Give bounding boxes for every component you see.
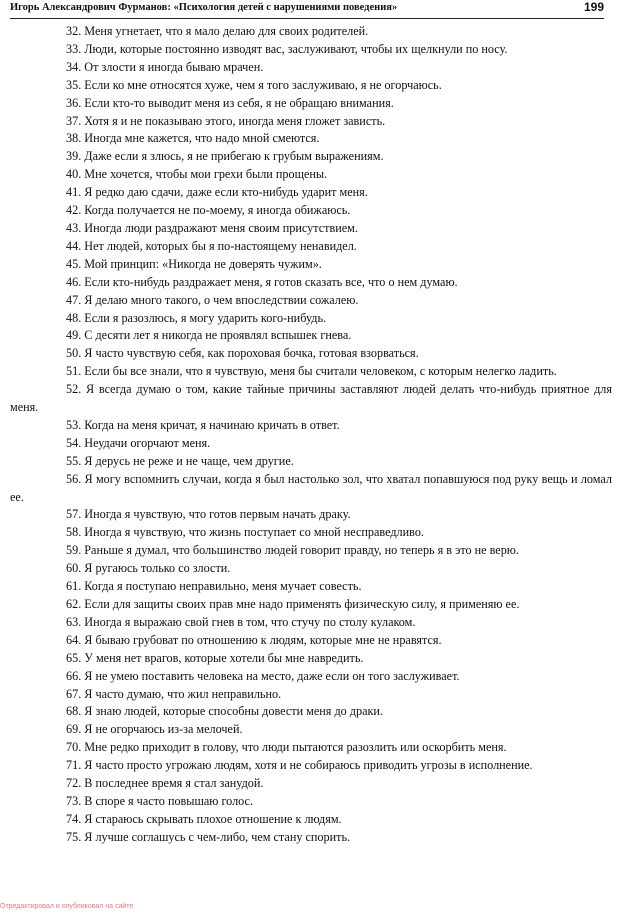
- questionnaire-item: 74. Я стараюсь скрывать плохое отношение к людям.: [66, 811, 342, 826]
- questionnaire-item: 73. В споре я часто повышаю голос.: [66, 793, 254, 808]
- questionnaire-item: 46. Если кто-нибудь раздражает меня, я готов сказать все, что о нем думаю.: [66, 274, 458, 289]
- questionnaire-item: 52. Я всегда думаю о том, какие тайные причины заставляют людей делать что-нибудь приятное для меня.: [10, 382, 612, 415]
- questionnaire-item: 39. Даже если я злюсь, я не прибегаю к грубым выражениям.: [66, 149, 384, 164]
- page-number: 199: [583, 0, 604, 14]
- questionnaire-item: 32. Меня угнетает, что я мало делаю для своих родителей.: [66, 24, 369, 38]
- questionnaire-item: 35. Если ко мне относятся хуже, чем я того заслуживаю, я не огорчаюсь.: [66, 77, 442, 92]
- questionnaire-item: 44. Нет людей, которых бы я по-настоящему ненавидел.: [66, 238, 357, 253]
- questionnaire-item: 51. Если бы все знали, что я чувствую, меня бы считали человеком, с которым нелегко ладить.: [66, 364, 557, 379]
- questionnaire-item: 65. У меня нет врагов, которые хотели бы мне навредить.: [66, 650, 364, 665]
- questionnaire-item: 38. Иногда мне кажется, что надо мной смеются.: [66, 131, 320, 146]
- questionnaire-item: 68. Я знаю людей, которые способны довести меня до драки.: [66, 704, 383, 719]
- publisher-watermark: Отредактировал и опубликовал на сайте: [0, 903, 134, 910]
- questionnaire-item: 62. Если для защиты своих прав мне надо применять физическую силу, я применяю ее.: [66, 597, 520, 611]
- questionnaire-item: 72. В последнее время я стал занудой.: [66, 776, 264, 791]
- questionnaire-item: 36. Если кто-то выводит меня из себя, я не обращаю внимания.: [66, 95, 394, 110]
- questionnaire-item: 49. С десяти лет я никогда не проявлял вспышек гнева.: [66, 328, 352, 343]
- book-title-header: Игорь Александрович Фурманов: «Психология детей с нарушениями поведения»: [10, 2, 398, 13]
- questionnaire-item: 59. Раньше я думал, что большинство людей говорит правду, но теперь я в это не верю.: [66, 543, 519, 558]
- questionnaire-item: 47. Я делаю много такого, о чем впоследствии сожалею.: [66, 292, 359, 307]
- questionnaire-item: 41. Я редко даю сдачи, даже если кто-нибудь ударит меня.: [66, 185, 368, 200]
- questionnaire-item: 67. Я часто думаю, что жил неправильно.: [66, 686, 282, 701]
- questionnaire-item: 34. От злости я иногда бываю мрачен.: [66, 59, 264, 74]
- questionnaire-item: 45. Мой принцип: «Никогда не доверять чужим».: [66, 256, 322, 271]
- questionnaire-item: 61. Когда я поступаю неправильно, меня мучает совесть.: [66, 579, 362, 594]
- questionnaire-item: 75. Я лучше соглашусь с чем-либо, чем стану спорить.: [66, 829, 351, 844]
- questionnaire-item: 42. Когда получается не по-моему, я иногда обижаюсь.: [66, 203, 351, 218]
- questionnaire-item: 64. Я бываю грубоват по отношению к людям, которые мне не нравятся.: [66, 632, 442, 647]
- questionnaire-item: 69. Я не огорчаюсь из-за мелочей.: [66, 722, 243, 737]
- questionnaire-item: 37. Хотя я и не показываю этого, иногда меня гложет зависть.: [66, 113, 386, 128]
- questionnaire-item: 56. Я могу вспомнить случаи, когда я был настолько зол, что хватал попавшуюся под руку вещь и ломал ее.: [10, 471, 612, 504]
- questionnaire-item: 70. Мне редко приходит в голову, что люди пытаются разозлить или оскорбить меня.: [66, 740, 507, 755]
- questionnaire-item: 66. Я не умею поставить человека на место, даже если он того заслуживает.: [66, 668, 460, 683]
- questionnaire-item: 55. Я дерусь не реже и не чаще, чем другие.: [66, 453, 294, 468]
- questionnaire-item: 54. Неудачи огорчают меня.: [66, 435, 211, 450]
- running-header: [10, 0, 604, 19]
- questionnaire-item: 57. Иногда я чувствую, что готов первым начать драку.: [66, 507, 351, 522]
- questionnaire-item: 63. Иногда я выражаю свой гнев в том, что стучу по столу кулаком.: [66, 614, 416, 629]
- questionnaire-item: 71. Я часто просто угрожаю людям, хотя и не собираюсь приводить угрозы в исполнение.: [66, 758, 533, 773]
- questionnaire-item: 33. Люди, которые постоянно изводят вас, заслуживают, чтобы их щелкнули по носу.: [66, 41, 508, 56]
- questionnaire-item: 53. Когда на меня кричат, я начинаю кричать в ответ.: [66, 417, 340, 432]
- questionnaire-list: [10, 23, 612, 847]
- questionnaire-item: 43. Иногда люди раздражают меня своим присутствием.: [66, 220, 358, 235]
- questionnaire-item: 60. Я ругаюсь только со злости.: [66, 561, 231, 576]
- questionnaire-item: 48. Если я разозлюсь, я могу ударить кого-нибудь.: [66, 310, 327, 325]
- questionnaire-item: 50. Я часто чувствую себя, как пороховая бочка, готовая взорваться.: [66, 346, 419, 361]
- questionnaire-item: 40. Мне хочется, чтобы мои грехи были прощены.: [66, 167, 328, 182]
- questionnaire-item: 58. Иногда я чувствую, что жизнь поступает со мной несправедливо.: [66, 525, 424, 540]
